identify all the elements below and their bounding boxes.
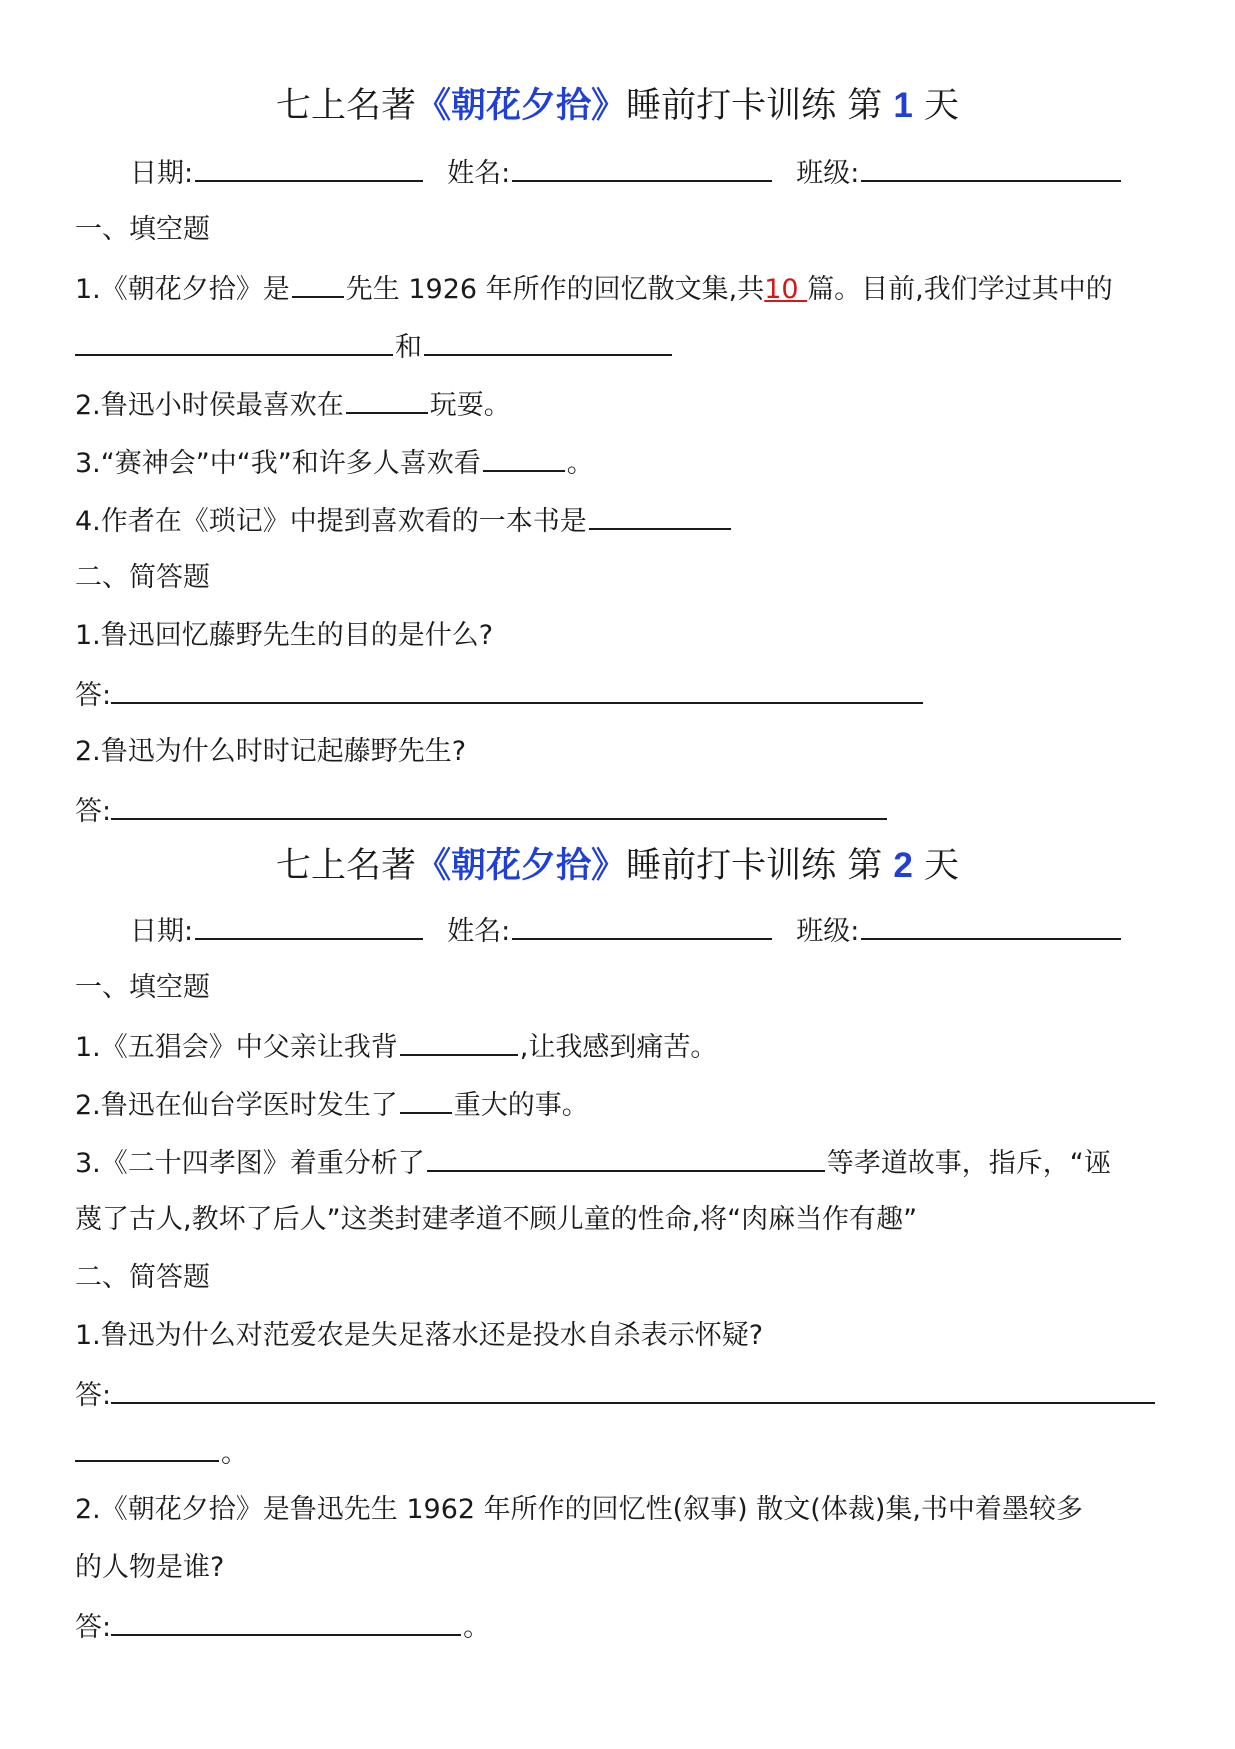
day2-q3-text-a: 3.《二十四孝图》着重分析了 (75, 1148, 425, 1179)
day1-q3-text-b: 。 (566, 448, 594, 479)
day2-s1-answer-row2 (75, 1432, 248, 1474)
day1-q1-text-c: 篇。目前,我们学过其中的 (807, 274, 1113, 305)
day2-day-number: 2 (893, 846, 913, 885)
day1-title-mid: 睡前打卡训练 第 (626, 86, 883, 126)
day2-info-row (130, 910, 1123, 952)
day2-title-prefix: 七上名著 (276, 846, 417, 886)
day2-q1-text-b: ,让我感到痛苦。 (519, 1032, 718, 1063)
day1-s1: 1.鲁迅回忆藤野先生的目的是什么? (75, 620, 494, 651)
day2-s1-answer-line[interactable] (111, 1374, 1155, 1404)
day2-q3-line2: 蔑了古人,教坏了后人”这类封建孝道不顾儿童的性命,将“肉麻当作有趣” (75, 1204, 918, 1235)
day2-q1-blank[interactable] (400, 1026, 518, 1056)
day1-s1-answer-line[interactable] (111, 674, 923, 704)
day2-s2-answer-label: 答: (75, 1612, 112, 1643)
day2-q1-text-a: 1.《五猖会》中父亲让我背 (75, 1032, 398, 1063)
day1-title-suffix: 天 (923, 86, 959, 126)
day2-class-label: 班级: (796, 916, 860, 947)
day2-name-label: 姓名: (447, 916, 511, 947)
day1-title-prefix: 七上名著 (276, 86, 417, 126)
day2-section-short: 二、简答题 (75, 1262, 210, 1293)
day2-section-fill: 一、填空题 (75, 972, 210, 1003)
day1-title-book: 《朝花夕拾》 (416, 86, 627, 126)
day1-q2 (75, 384, 511, 426)
day2-q2-blank[interactable] (400, 1084, 452, 1114)
day1-q1-text-a: 1.《朝花夕拾》是 (75, 274, 290, 305)
day1-date-label: 日期: (130, 158, 194, 189)
day1-q1-and: 和 (395, 332, 422, 363)
day2-q3 (75, 1142, 1111, 1184)
day2-s2-answer-row (75, 1606, 490, 1648)
day2-q3-text-b: 等孝道故事，指斥，“诬 (826, 1148, 1111, 1179)
day1-s1-answer-row (75, 674, 925, 716)
day1-q3-text-a: 3.“赛神会”中“我”和许多人喜欢看 (75, 448, 481, 479)
day1-q1-count: 10 (764, 274, 808, 305)
day1-section-short: 二、简答题 (75, 562, 210, 593)
day1-q1-blank-essay1[interactable] (75, 326, 393, 356)
day1-q1-blank-author[interactable] (292, 268, 344, 298)
day1-s2-answer-row (75, 790, 889, 832)
day1-q1 (75, 268, 1113, 310)
day1-title (0, 82, 1235, 130)
day1-info-row (130, 152, 1123, 194)
day2-q1 (75, 1026, 717, 1068)
day1-q3 (75, 442, 594, 484)
day1-q3-blank[interactable] (483, 442, 565, 472)
day1-q4-blank[interactable] (589, 500, 731, 530)
day1-s2-answer-label: 答: (75, 796, 112, 827)
day2-s1-answer-line2[interactable] (75, 1432, 219, 1462)
day2-name-blank[interactable] (512, 910, 772, 940)
day2-s1-answer-label: 答: (75, 1380, 112, 1411)
day1-date-blank[interactable] (195, 152, 423, 182)
day1-q2-text-a: 2.鲁迅小时侯最喜欢在 (75, 390, 344, 421)
day1-q1-text-b: 先生 1926 年所作的回忆散文集,共 (345, 274, 765, 305)
day2-title-book: 《朝花夕拾》 (416, 846, 627, 886)
day2-title-suffix: 天 (923, 846, 959, 886)
day2-s2-answer-line[interactable] (111, 1606, 461, 1636)
day2-class-blank[interactable] (861, 910, 1121, 940)
day2-title-mid: 睡前打卡训练 第 (626, 846, 883, 886)
day2-s1-period: 。 (221, 1438, 248, 1469)
day2-q2 (75, 1084, 589, 1126)
day1-day-number: 1 (893, 86, 913, 125)
day1-q4 (75, 500, 733, 542)
day2-s1-answer-row (75, 1374, 1157, 1416)
day1-s2: 2.鲁迅为什么时时记起藤野先生? (75, 736, 467, 767)
day1-q1-line2 (75, 326, 674, 368)
day2-s2-line2: 的人物是谁? (75, 1552, 225, 1583)
day2-q2-text-a: 2.鲁迅在仙台学医时发生了 (75, 1090, 398, 1121)
day1-name-label: 姓名: (447, 158, 511, 189)
day2-s2: 2.《朝花夕拾》是鲁迅先生 1962 年所作的回忆性(叙事) 散文(体裁)集,书中着墨较多 (75, 1494, 1083, 1525)
day1-class-label: 班级: (796, 158, 860, 189)
day1-name-blank[interactable] (512, 152, 772, 182)
day1-q1-blank-essay2[interactable] (424, 326, 672, 356)
day2-s2-period: 。 (463, 1612, 491, 1643)
day1-s2-answer-line[interactable] (111, 790, 887, 820)
day2-date-label: 日期: (130, 916, 194, 947)
day1-s1-answer-label: 答: (75, 680, 112, 711)
day2-q2-text-b: 重大的事。 (453, 1090, 589, 1121)
day1-q4-text: 4.作者在《琐记》中提到喜欢看的一本书是 (75, 506, 587, 537)
day2-q3-blank[interactable] (427, 1142, 825, 1172)
day2-title (0, 842, 1235, 890)
day1-class-blank[interactable] (861, 152, 1121, 182)
day2-s1: 1.鲁迅为什么对范爱农是失足落水还是投水自杀表示怀疑? (75, 1320, 764, 1351)
day2-date-blank[interactable] (195, 910, 423, 940)
day1-section-fill: 一、填空题 (75, 214, 210, 245)
day1-q2-text-b: 玩耍。 (429, 390, 511, 421)
day1-q2-blank[interactable] (346, 384, 428, 414)
